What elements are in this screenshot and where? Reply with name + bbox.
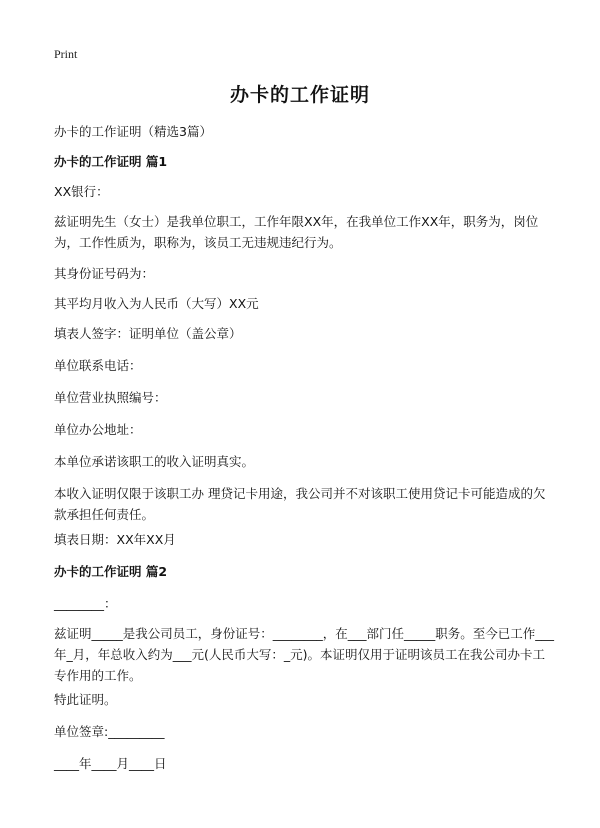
section2-heading: 办卡的工作证明 篇2: [54, 564, 168, 579]
section2-line-date: ____年____月____日: [54, 756, 167, 771]
section1-line-license: 单位营业执照编号：: [54, 390, 167, 405]
section1-heading: 办卡的工作证明 篇1: [54, 154, 168, 169]
document-subtitle: 办卡的工作证明（精选3篇）: [54, 124, 212, 139]
section2-line-certification: 兹证明_____是我公司员工，身份证号：________，在___部门任_____职务。至今已工作___年_月，年总收入约为___元(人民币大写：_元)。本证明仅用于证明该员工在我公司办卡工专作用的工作。: [54, 626, 555, 683]
section1-line-signature: 填表人签字：证明单位（盖公章）: [54, 326, 242, 341]
section1-line-address: 单位办公地址：: [54, 422, 142, 437]
document-title: 办卡的工作证明: [229, 84, 370, 106]
section1-line-income: 其平均月收入为人民币（大写）XX元: [54, 296, 259, 311]
print-label: Print: [54, 47, 78, 61]
section1-line-certification: 兹证明先生（女士）是我单位职工，工作年限XX年，在我单位工作XX年，职务为，岗位为，工作性质为，职称为，该员工无违规违纪行为。: [54, 214, 539, 250]
section1-line-id-number: 其身份证号码为：: [54, 266, 155, 281]
section1-line-phone: 单位联系电话：: [54, 358, 142, 373]
section1-line-disclaimer: 本收入证明仅限于该职工办 理贷记卡用途，我公司并不对该职工使用贷记卡可能造成的欠款承担任何责任。: [54, 486, 546, 522]
section2-line-closing: 特此证明。: [54, 692, 117, 707]
section1-line-promise: 本单位承诺该职工的收入证明真实。: [54, 454, 255, 469]
section2-line-seal: 单位签章:_________: [54, 724, 165, 739]
section1-line-recipient: XX银行：: [54, 184, 109, 199]
section1-line-date: 填表日期：XX年XX月: [54, 532, 176, 547]
section2-line-recipient: ________：: [54, 596, 117, 611]
